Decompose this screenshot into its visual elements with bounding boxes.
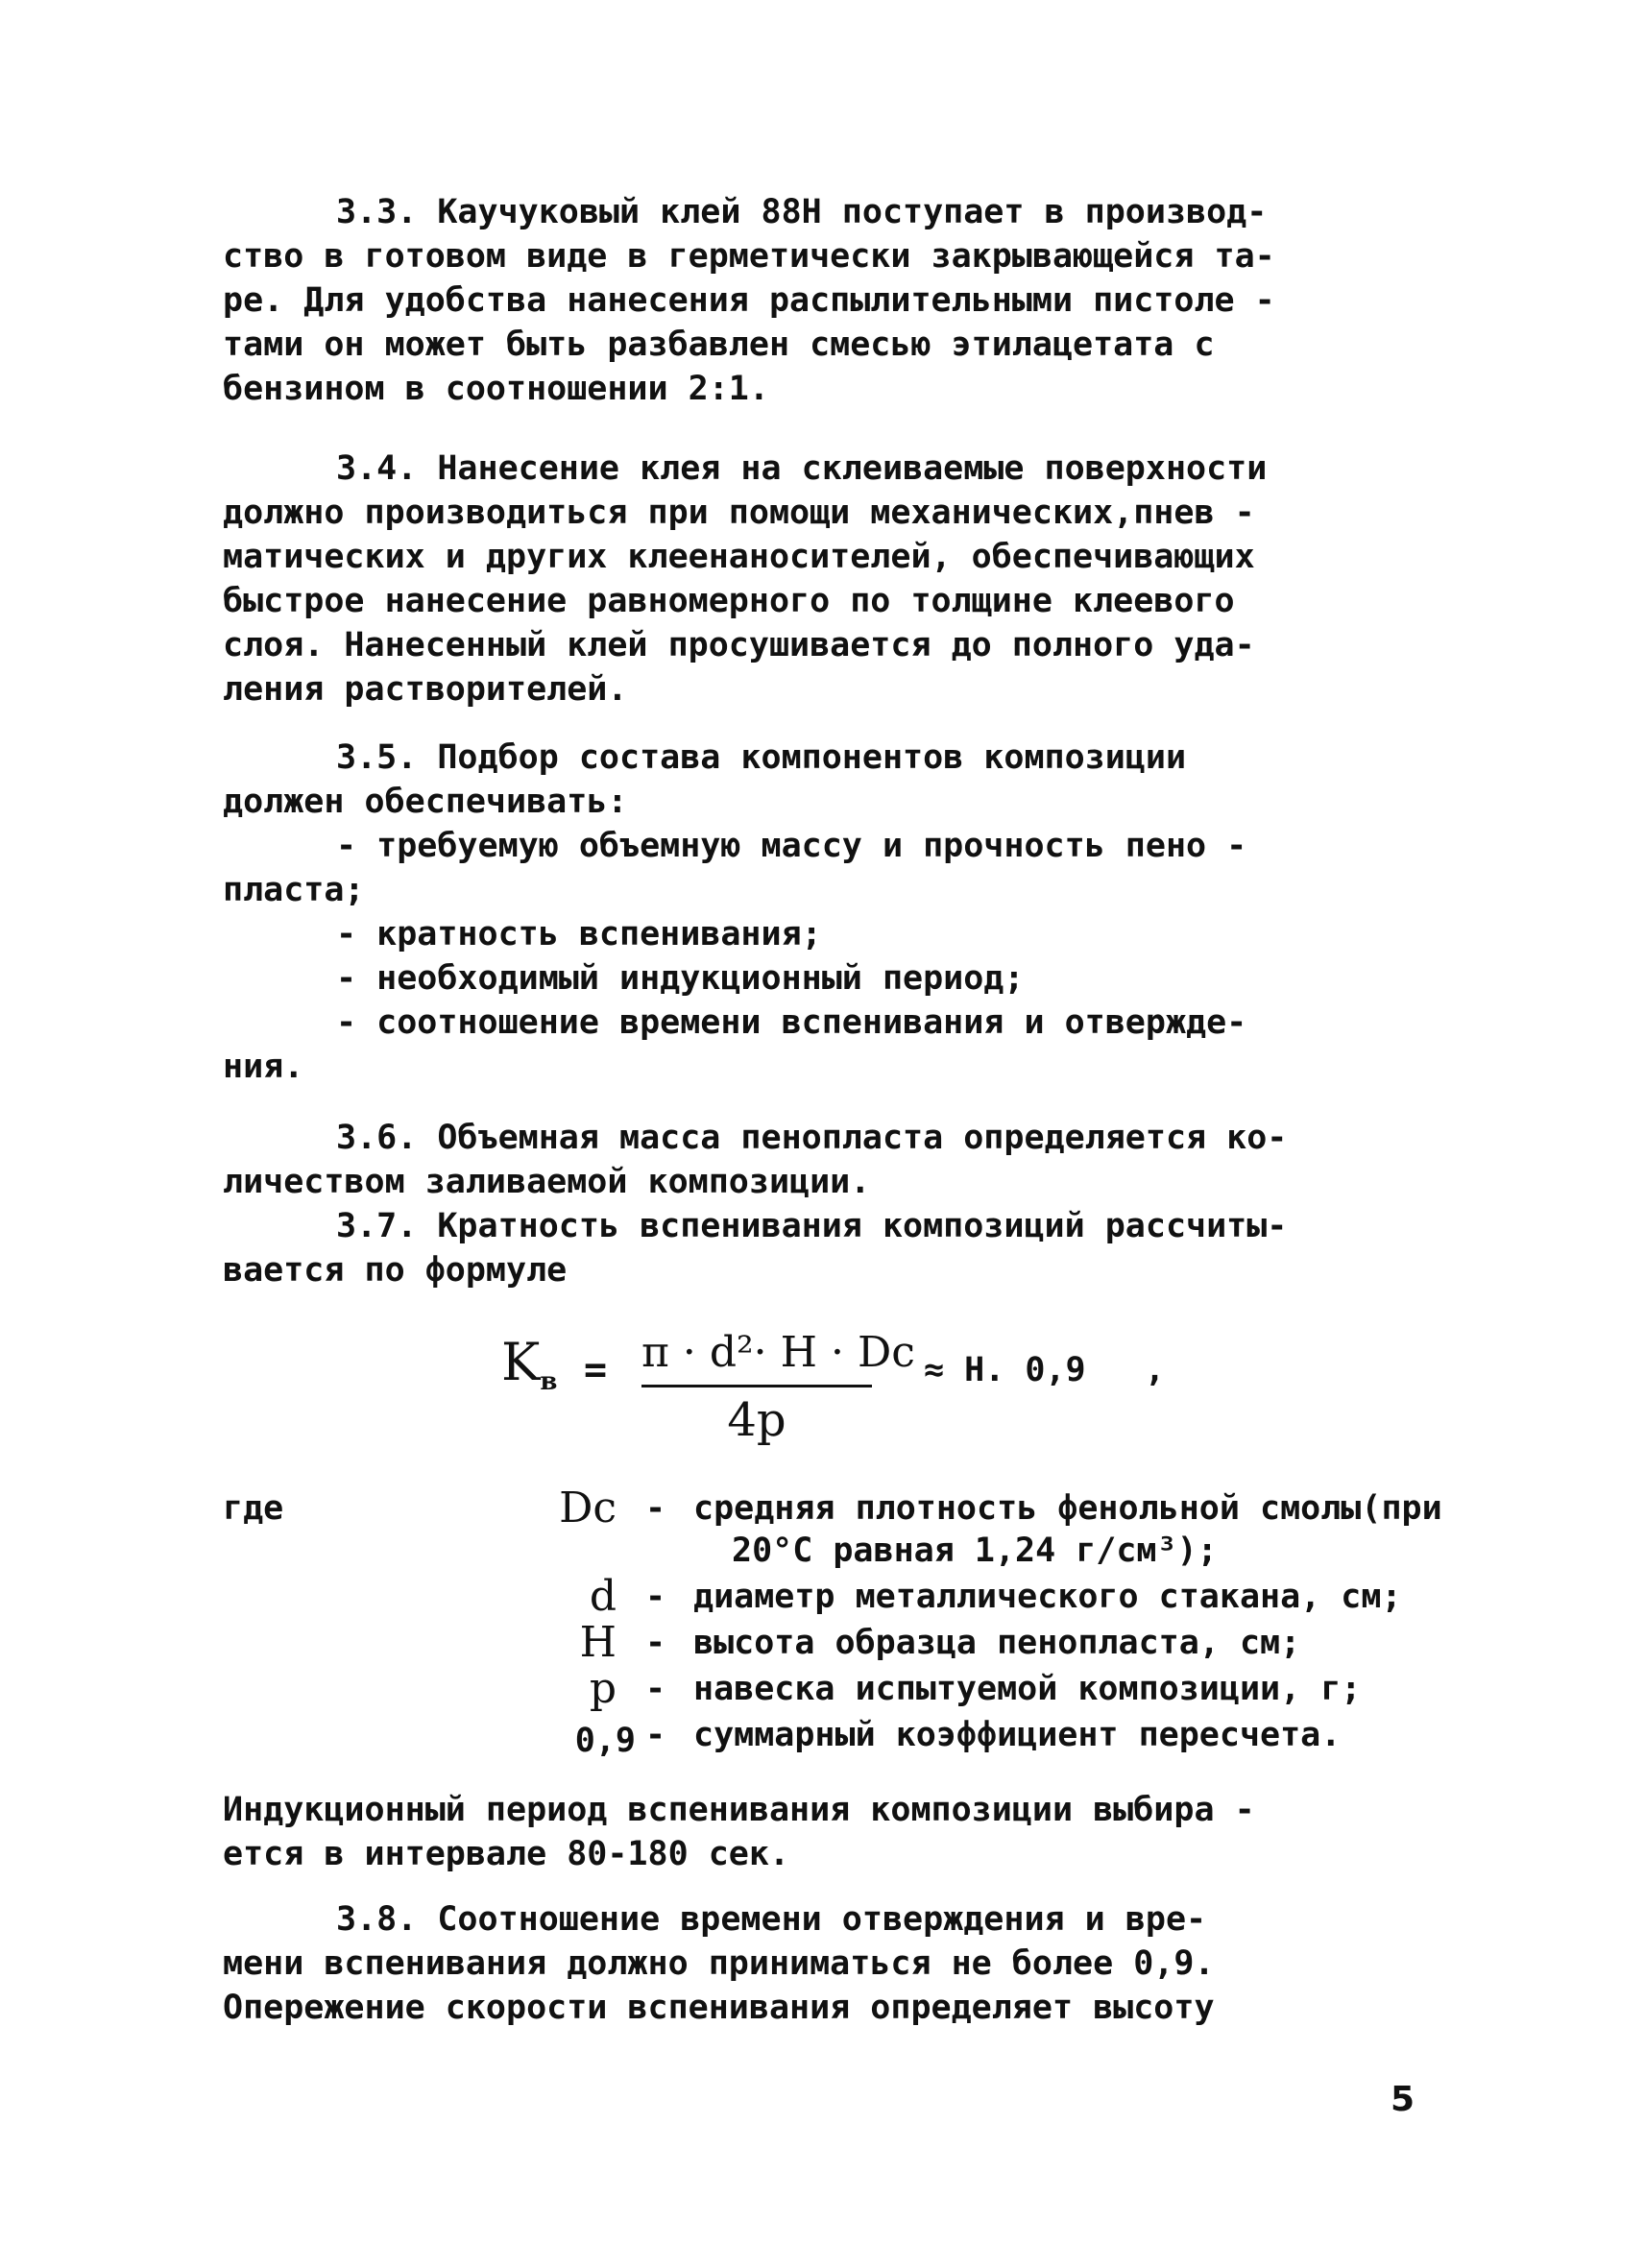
- text-line: матических и других клеенаносителей, обеспечивающих: [223, 538, 1255, 576]
- list-item: - кратность вспенивания;: [336, 915, 822, 953]
- text-line: ления растворителей.: [223, 670, 628, 709]
- legend-text: высота образца пенопласта, см;: [693, 1624, 1301, 1662]
- fraction-bar: [641, 1385, 872, 1387]
- paragraph-3-4: [223, 446, 1414, 712]
- legend-symbol: p: [589, 1664, 617, 1713]
- formula-fraction: [641, 1325, 915, 1447]
- legend-symbol: 0,9: [574, 1722, 636, 1760]
- text-line: 3.3. Каучуковый клей 88Н поступает в производ-: [336, 193, 1268, 231]
- text-line: должно производиться при помощи механических,пнев -: [223, 494, 1255, 532]
- paragraph-3-7: [223, 1204, 1414, 1292]
- text-line: 3.6. Объемная масса пенопласта определяется ко-: [336, 1119, 1288, 1157]
- text-line: быстрое нанесение равномерного по толщине клеевого: [223, 582, 1235, 620]
- text-line: ется в интервале 80-180 сек.: [223, 1835, 790, 1873]
- page-number: 5: [1391, 2080, 1415, 2119]
- formula-lhs-symbol: K: [501, 1332, 541, 1392]
- formula-lhs-subscript: в: [540, 1367, 558, 1396]
- text-line: Индукционный период вспенивания композиции выбира -: [223, 1791, 1255, 1829]
- text-line: бензином в соотношении 2:1.: [223, 370, 769, 408]
- legend-text: средняя плотность фенольной смолы(при: [693, 1489, 1442, 1528]
- legend-symbol: d: [589, 1572, 617, 1621]
- formula-approximation: ≈ H. 0,9: [924, 1351, 1086, 1389]
- text-line: 3.4. Нанесение клея на склеиваемые поверхности: [336, 449, 1268, 488]
- text-line: 3.7. Кратность вспенивания композиций рассчиты-: [336, 1207, 1288, 1245]
- text-line: пласта;: [223, 871, 365, 909]
- paragraph-3-3: [223, 190, 1414, 411]
- legend-text: диаметр металлического стакана, см;: [693, 1578, 1402, 1616]
- legend-text: навеска испытуемой композиции, г;: [693, 1670, 1362, 1708]
- text-line: мени вспенивания должно приниматься не более 0,9.: [223, 1944, 1215, 1983]
- legend-dash: -: [645, 1489, 666, 1528]
- text-line: вается по формуле: [223, 1251, 568, 1290]
- legend-row: [223, 1484, 1442, 1532]
- text-line: тами он может быть разбавлен смесью этилацетата с: [223, 326, 1215, 364]
- legend-symbol: H: [579, 1618, 617, 1667]
- formula-lhs: [501, 1332, 558, 1404]
- text-line: личеством заливаемой композиции.: [223, 1163, 871, 1201]
- paragraph-3-5: [223, 736, 1414, 1089]
- legend-where-label: где: [223, 1489, 284, 1528]
- legend-row: [223, 1713, 1414, 1760]
- legend-row: [223, 1529, 1414, 1573]
- formula-denominator: 4p: [727, 1393, 786, 1447]
- legend-text: суммарный коэффициент пересчета.: [693, 1716, 1342, 1754]
- text-line: ре. Для удобства нанесения распылительными пистоле -: [223, 281, 1275, 320]
- text-line: слоя. Нанесенный клей просушивается до полного уда-: [223, 626, 1255, 664]
- legend-dash: -: [645, 1578, 666, 1616]
- legend-row: [223, 1618, 1414, 1667]
- text-line: 3.8. Соотношение времени отверждения и вре-: [336, 1900, 1207, 1939]
- paragraph-induction-period: [223, 1788, 1414, 1876]
- text-line: ство в готовом виде в герметически закрывающейся та-: [223, 237, 1275, 276]
- text-line: Опережение скорости вспенивания определяет высоту: [223, 1989, 1215, 2027]
- text-line: ния.: [223, 1048, 304, 1086]
- list-item: - соотношение времени вспенивания и отверждe-: [336, 1003, 1247, 1042]
- legend-dash: -: [645, 1716, 666, 1754]
- legend-row: [223, 1572, 1414, 1621]
- paragraph-3-6: [223, 1116, 1414, 1204]
- formula-numerator: π · d²· H · Dc: [641, 1328, 915, 1377]
- legend-symbol: Dc: [559, 1484, 617, 1532]
- paragraph-3-8: [223, 1897, 1414, 2030]
- text-line: 3.5. Подбор состава компонентов композиции: [336, 738, 1187, 777]
- list-item: - требуемую объемную массу и прочность пено -: [336, 827, 1247, 865]
- legend-row: [223, 1664, 1414, 1713]
- foaming-ratio-formula: [223, 1325, 1414, 1469]
- legend-dash: -: [645, 1670, 666, 1708]
- legend-dash: -: [645, 1624, 666, 1662]
- formula-comma: ,: [1145, 1351, 1166, 1389]
- list-item: - необходимый индукционный период;: [336, 959, 1025, 998]
- text-line: должен обеспечивать:: [223, 783, 628, 821]
- legend-text: 20°C равная 1,24 г/см³);: [732, 1532, 1218, 1570]
- formula-equals: =: [584, 1348, 608, 1392]
